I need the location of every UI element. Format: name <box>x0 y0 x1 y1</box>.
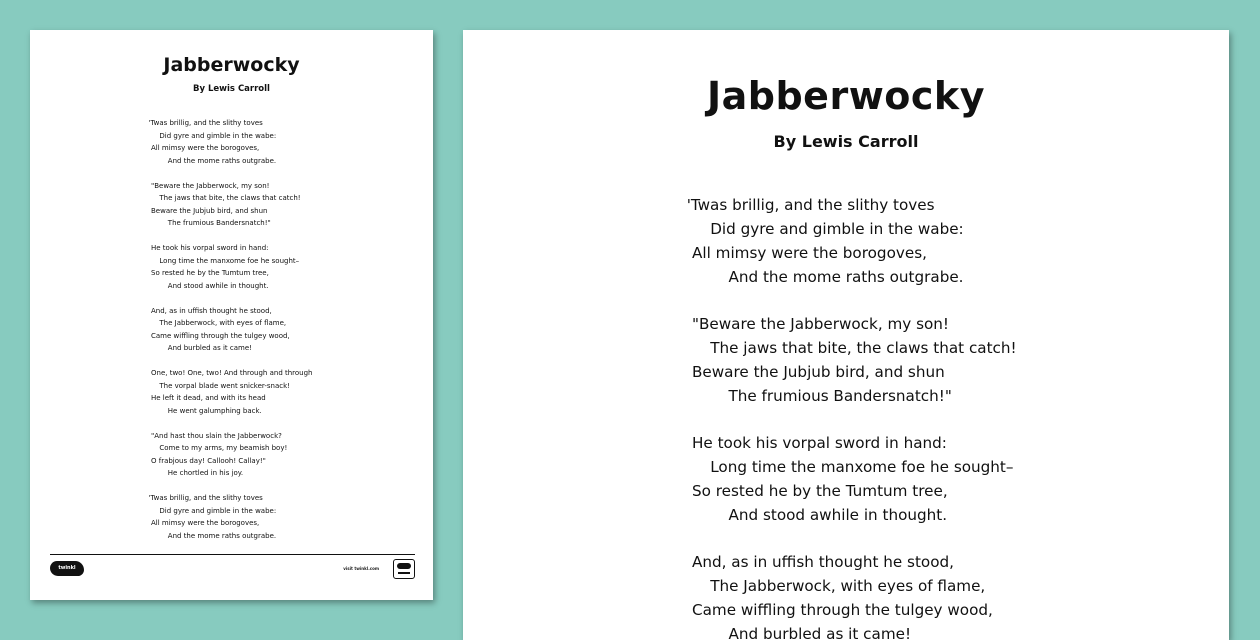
stanza <box>692 550 1017 640</box>
poem-line: "And hast thou slain the Jabberwock? <box>151 431 282 440</box>
poem-line: Come to my arms, my beamish boy! <box>159 444 288 452</box>
poem-line: The Jabberwock, with eyes of flame, <box>710 577 986 595</box>
poem-line: And the mome raths outgrabe. <box>167 156 277 165</box>
poem-line: The Jabberwock, with eyes of flame, <box>159 319 287 327</box>
poem-line: The jaws that bite, the claws that catch! <box>159 194 301 202</box>
poem-line: He left it dead, and with its head <box>151 394 266 402</box>
poem-author: By Lewis Carroll <box>773 132 919 151</box>
poem-line: The frumious Bandersnatch!" <box>728 387 952 405</box>
poem-line: All mimsy were the borogoves, <box>151 144 260 152</box>
poem-line: 'Twas brillig, and the slithy toves <box>148 494 263 502</box>
stanza <box>151 305 313 355</box>
poem-line: And, as in uffish thought he stood, <box>692 553 954 571</box>
poem-body <box>686 193 1017 640</box>
poem-line: Did gyre and gimble in the wabe: <box>710 220 964 238</box>
poem-line: He took his vorpal sword in hand: <box>692 434 947 452</box>
poem-line: All mimsy were the borogoves, <box>151 519 260 527</box>
poem-line: Beware the Jubjub bird, and shun <box>151 206 268 215</box>
stanza <box>151 430 313 480</box>
footer-url: visit twinkl.com <box>343 566 379 571</box>
stanza <box>686 193 1017 289</box>
poem-line: Came wiffling through the tulgey wood, <box>151 331 290 340</box>
stanza <box>151 242 313 292</box>
worksheet-zoomed <box>463 30 1229 640</box>
poem-line: All mimsy were the borogoves, <box>692 244 927 262</box>
poem-line: And stood awhile in thought. <box>728 506 948 524</box>
poem-line: The jaws that bite, the claws that catch! <box>710 339 1017 357</box>
poem-line: The frumious Bandersnatch!" <box>167 219 271 227</box>
poem-line: So rested he by the Tumtum tree, <box>692 482 948 500</box>
poem-line: 'Twas brillig, and the slithy toves <box>686 196 935 214</box>
poem-line: 'Twas brillig, and the slithy toves <box>148 119 263 127</box>
stanza <box>692 431 1017 527</box>
poem-line: He chortled in his joy. <box>167 469 244 477</box>
poem-line: "Beware the Jabberwock, my son! <box>692 315 950 333</box>
poem-line: And the mome raths outgrabe. <box>167 531 277 540</box>
stanza <box>148 117 313 167</box>
poem-line: And burbled as it came! <box>728 625 912 640</box>
page-footer <box>50 554 415 583</box>
poem-line: One, two! One, two! And through and through <box>151 369 313 377</box>
stanza <box>148 492 313 542</box>
poem-line: He went galumphing back. <box>167 406 262 415</box>
poem-line: Long time the manxome foe he sought– <box>159 256 300 265</box>
poem-title: Jabberwocky <box>707 74 985 118</box>
poem-line: And burbled as it came! <box>167 344 252 352</box>
stanza <box>692 312 1017 408</box>
poem-line: And stood awhile in thought. <box>167 281 269 290</box>
poem-line: Long time the manxome foe he sought– <box>710 458 1014 476</box>
poem-line: Did gyre and gimble in the wabe: <box>159 131 277 140</box>
stanza <box>151 367 313 417</box>
poem-body <box>148 117 313 555</box>
poem-line: Beware the Jubjub bird, and shun <box>692 363 945 381</box>
poem-title: Jabberwocky <box>163 54 300 76</box>
poem-line: "Beware the Jabberwock, my son! <box>151 181 270 190</box>
poem-line: So rested he by the Tumtum tree, <box>151 269 269 277</box>
poem-line: And, as in uffish thought he stood, <box>151 306 272 315</box>
poem-line: Did gyre and gimble in the wabe: <box>159 506 277 515</box>
poem-line: He took his vorpal sword in hand: <box>151 244 269 252</box>
poem-author: By Lewis Carroll <box>193 84 270 94</box>
twinkl-logo: twinkl <box>50 561 84 576</box>
poem-line: Came wiffling through the tulgey wood, <box>692 601 993 619</box>
poem-line: And the mome raths outgrabe. <box>728 268 964 286</box>
poem-line: O frabjous day! Callooh! Callay!" <box>151 456 266 465</box>
stanza <box>151 180 313 230</box>
badge-icon <box>393 559 415 579</box>
worksheet-thumbnail <box>30 30 433 600</box>
poem-line: The vorpal blade went snicker-snack! <box>159 381 290 390</box>
